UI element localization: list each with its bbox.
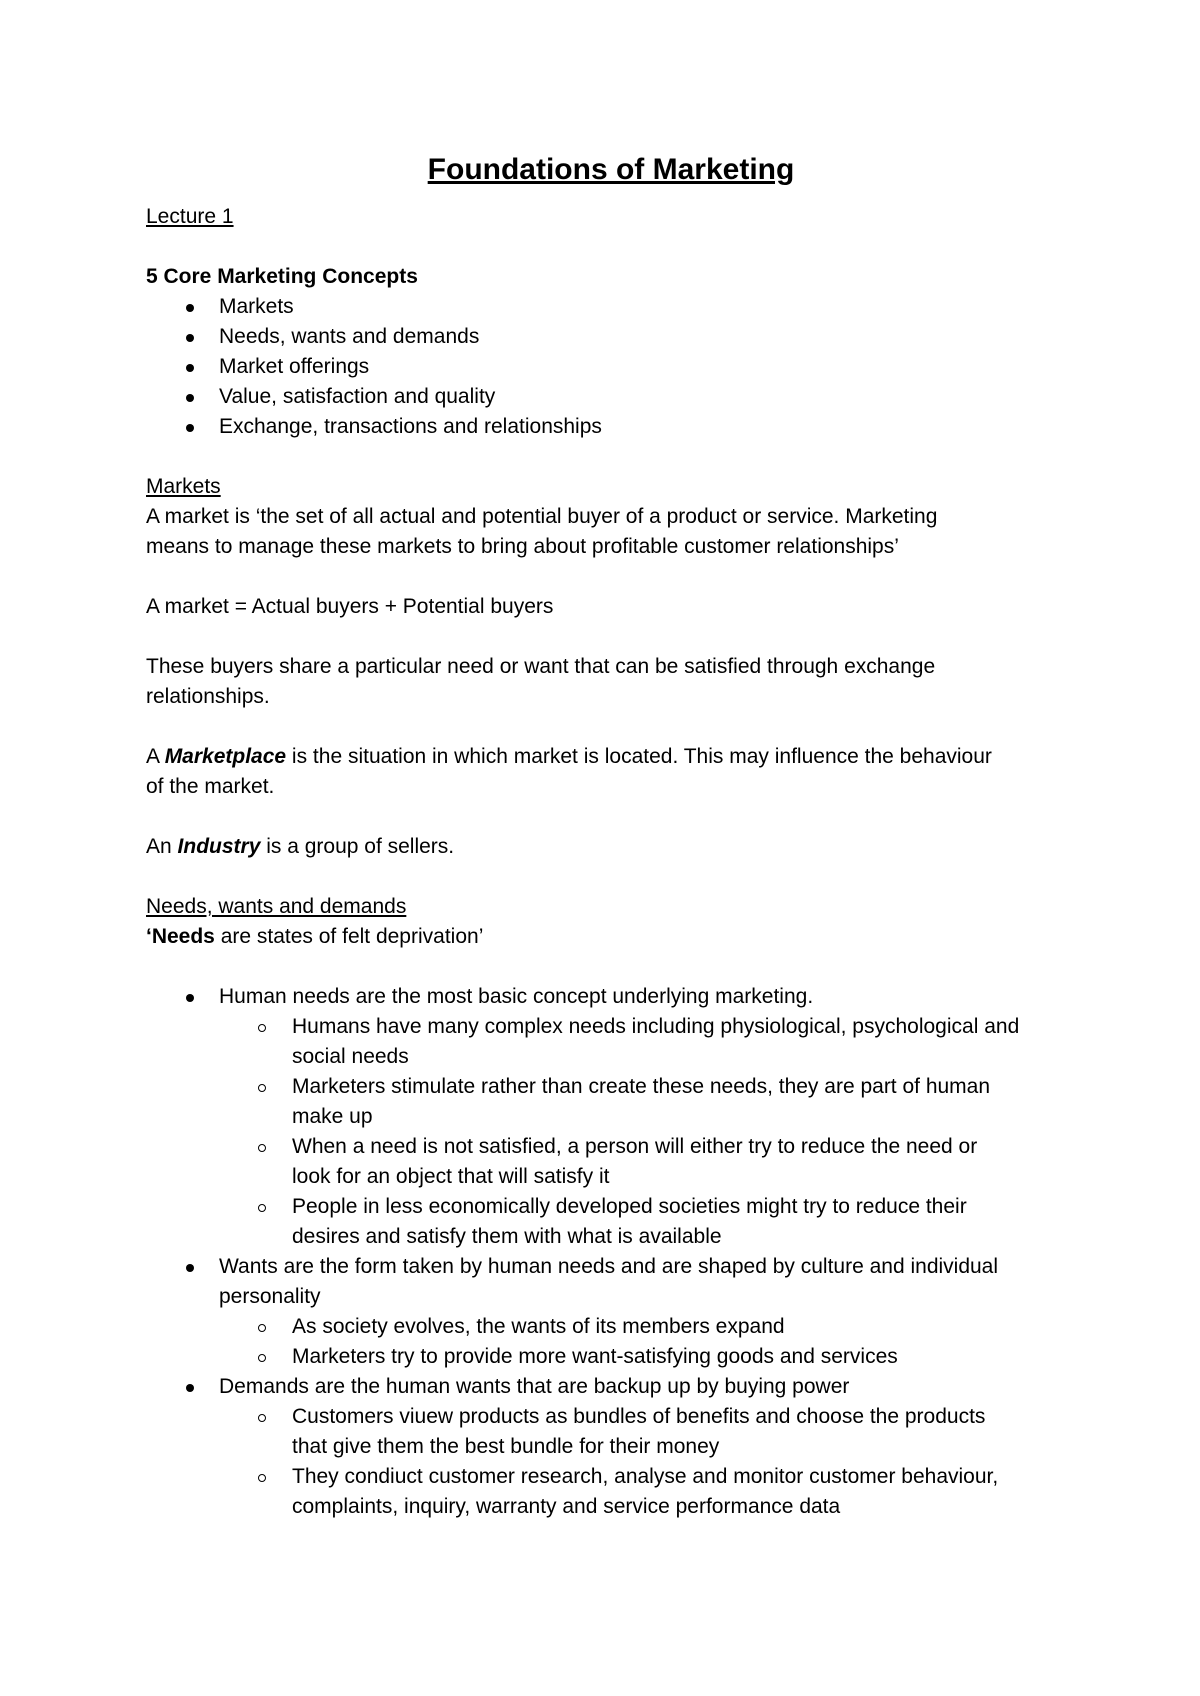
list-item: Marketers stimulate rather than create these needs, they are part of human make up xyxy=(146,1072,1076,1132)
list-item: Needs, wants and demands xyxy=(146,322,1076,352)
list-item: Demands are the human wants that are backup up by buying power xyxy=(146,1372,1076,1402)
list-item: Wants are the form taken by human needs and are shaped by culture and individual personality xyxy=(146,1252,1076,1312)
circle-bullet-icon xyxy=(258,1084,266,1092)
list-item: Human needs are the most basic concept underlying marketing. xyxy=(146,982,1076,1012)
circle-bullet-icon xyxy=(258,1144,266,1152)
list-item: Customers viuew products as bundles of benefits and choose the products that give them the best bundle for their money xyxy=(146,1402,1076,1462)
needs-definition: ‘Needs are states of felt deprivation’ xyxy=(146,925,484,948)
list-item: Markets xyxy=(146,292,1076,322)
industry-term: Industry xyxy=(177,835,261,858)
bullet-icon xyxy=(186,364,194,372)
core-concepts-list xyxy=(146,292,1076,442)
list-item: As society evolves, the wants of its members expand xyxy=(146,1312,1076,1342)
market-definition-line-1: A market is ‘the set of all actual and potential buyer of a product or service. Marketing xyxy=(146,505,938,528)
bullet-icon xyxy=(186,304,194,312)
bullet-icon xyxy=(186,394,194,402)
marketplace-line-1: A Marketplace is the situation in which market is located. This may influence the behaviour xyxy=(146,745,992,768)
core-concepts-heading: 5 Core Marketing Concepts xyxy=(146,265,418,288)
markets-heading: Markets xyxy=(146,475,221,498)
list-item: They condiuct customer research, analyse and monitor customer behaviour, complaints, inquiry, warranty and service performance data xyxy=(146,1462,1076,1522)
bullet-icon xyxy=(186,1264,194,1272)
list-item: Marketers try to provide more want-satisfying goods and services xyxy=(146,1342,1076,1372)
circle-bullet-icon xyxy=(258,1354,266,1362)
marketplace-term: Marketplace xyxy=(164,745,287,768)
lecture-label: Lecture 1 xyxy=(146,205,234,228)
bullet-icon xyxy=(186,424,194,432)
needs-term: ‘Needs xyxy=(146,925,215,948)
list-item: Market offerings xyxy=(146,352,1076,382)
market-definition-line-2: means to manage these markets to bring about profitable customer relationships’ xyxy=(146,535,899,558)
bullet-icon xyxy=(186,994,194,1002)
buyers-share-line-2: relationships. xyxy=(146,685,270,708)
market-equation: A market = Actual buyers + Potential buyers xyxy=(146,595,554,618)
needs-list xyxy=(146,982,1076,1522)
list-item: When a need is not satisfied, a person will either try to reduce the need or look for an object that will satisfy it xyxy=(146,1132,1076,1192)
circle-bullet-icon xyxy=(258,1024,266,1032)
document-title: Foundations of Marketing xyxy=(427,153,795,186)
circle-bullet-icon xyxy=(258,1414,266,1422)
list-item: Humans have many complex needs including physiological, psychological and social needs xyxy=(146,1012,1076,1072)
buyers-share-line-1: These buyers share a particular need or want that can be satisfied through exchange xyxy=(146,655,936,678)
circle-bullet-icon xyxy=(258,1204,266,1212)
list-item: Value, satisfaction and quality xyxy=(146,382,1076,412)
needs-heading: Needs, wants and demands xyxy=(146,895,407,918)
bullet-icon xyxy=(186,334,194,342)
marketplace-line-2: of the market. xyxy=(146,775,275,798)
bullet-icon xyxy=(186,1384,194,1392)
circle-bullet-icon xyxy=(258,1474,266,1482)
circle-bullet-icon xyxy=(258,1324,266,1332)
industry-line: An Industry is a group of sellers. xyxy=(146,835,455,858)
list-item: People in less economically developed societies might try to reduce their desires and satisfy them with what is available xyxy=(146,1192,1076,1252)
document-body xyxy=(146,150,1076,1522)
list-item: Exchange, transactions and relationships xyxy=(146,412,1076,442)
